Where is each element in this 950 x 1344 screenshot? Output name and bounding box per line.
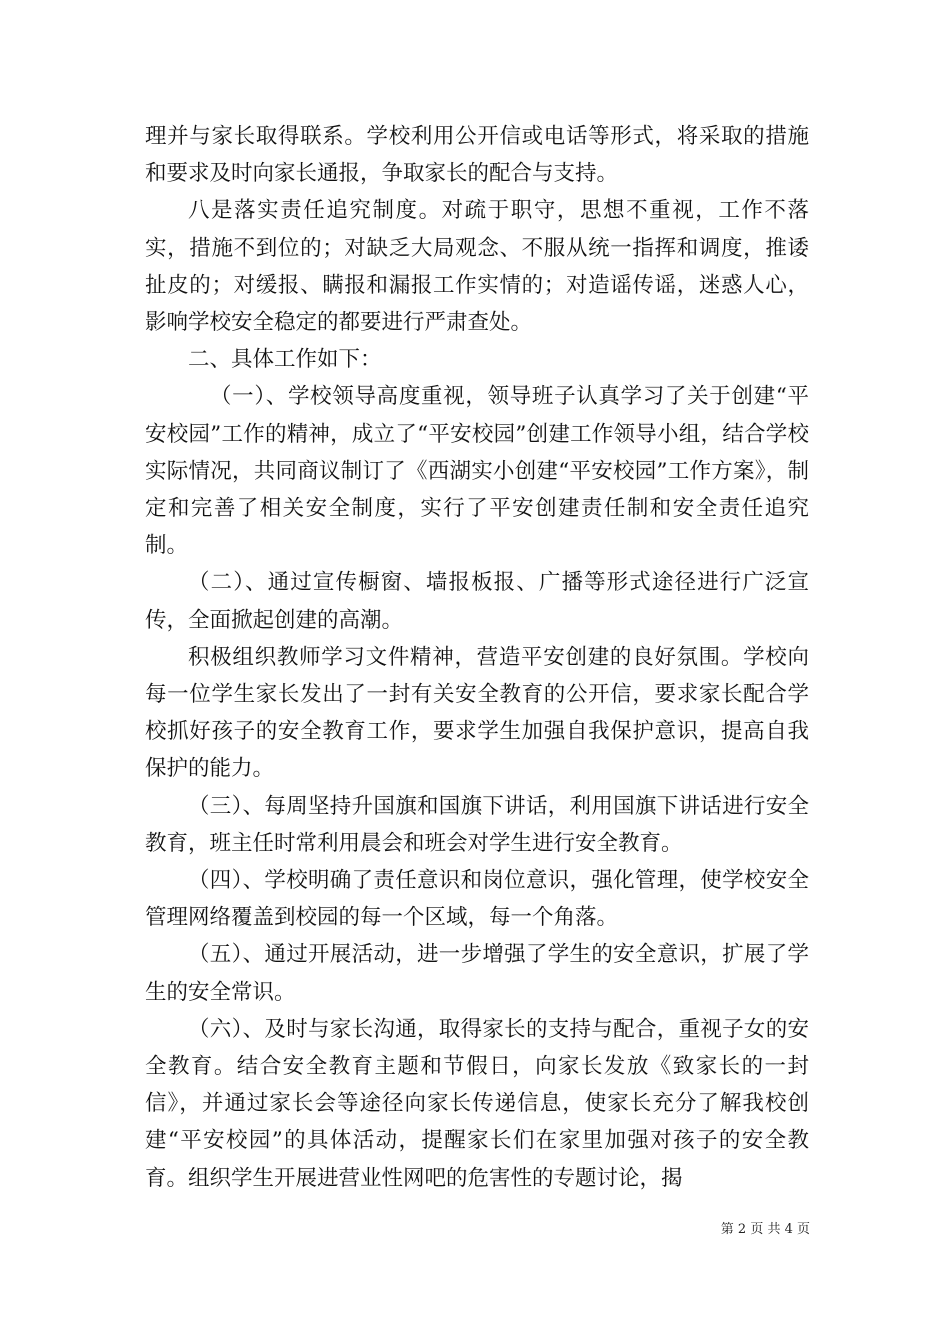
paragraph-item-1: （一）、学校领导高度重视，领导班子认真学习了关于创建“平安校园”工作的精神，成立了“平安校园”创建工作领导小组，结合学校实际情况，共同商议制订了《西湖实小创建“平安校园”工作方案》，制定和完善了相关安全制度，实行了平安创建责任制和安全责任追究制。: [145, 384, 809, 559]
paragraph-item-2: （二）、通过宣传橱窗、墙报板报、广播等形式途径进行广泛宣传，全面掀起创建的高潮。: [145, 570, 809, 633]
paragraph-item-3: （三）、每周坚持升国旗和国旗下讲话，利用国旗下讲话进行安全教育，班主任时常利用晨会和班会对学生进行安全教育。: [145, 793, 809, 856]
paragraph-teacher-study: 积极组织教师学习文件精神，营造平安创建的良好氛围。学校向每一位学生家长发出了一封有关安全教育的公开信，要求家长配合学校抓好孩子的安全教育工作，要求学生加强自我保护意识，提高自我保护的能力。: [145, 644, 809, 782]
paragraph-accountability: 八是落实责任追究制度。对疏于职守，思想不重视，工作不落实，措施不到位的；对缺乏大局观念、不服从统一指挥和调度，推诿扯皮的；对缓报、瞒报和漏报工作实情的；对造谣传谣，迷惑人心，影响学校安全稳定的都要进行严肃查处。: [145, 198, 809, 336]
section-heading-specific-work: 二、具体工作如下：: [188, 347, 382, 373]
document-body: [145, 118, 809, 1197]
paragraph-item-5: （五）、通过开展活动，进一步增强了学生的安全意识，扩展了学生的安全常识。: [145, 942, 809, 1005]
paragraph-item-4: （四）、学校明确了责任意识和岗位意识，强化管理，使学校安全管理网络覆盖到校园的每一个区域，每一个角落。: [145, 868, 809, 931]
paragraph-contact-parents: 理并与家长取得联系。学校利用公开信或电话等形式，将采取的措施和要求及时向家长通报，争取家长的配合与支持。: [145, 124, 809, 187]
paragraph-item-6: （六）、及时与家长沟通，取得家长的支持与配合，重视子女的安全教育。结合安全教育主题和节假日，向家长发放《致家长的一封信》，并通过家长会等途径向家长传递信息，使家长充分了解我校创建“平安校园”的具体活动，提醒家长们在家里加强对孩子的安全教育。组织学生开展进营业性网吧的危害性的专题讨论，揭: [145, 1016, 809, 1191]
page-number-footer: 第 2 页 共 4 页: [720, 1222, 810, 1237]
